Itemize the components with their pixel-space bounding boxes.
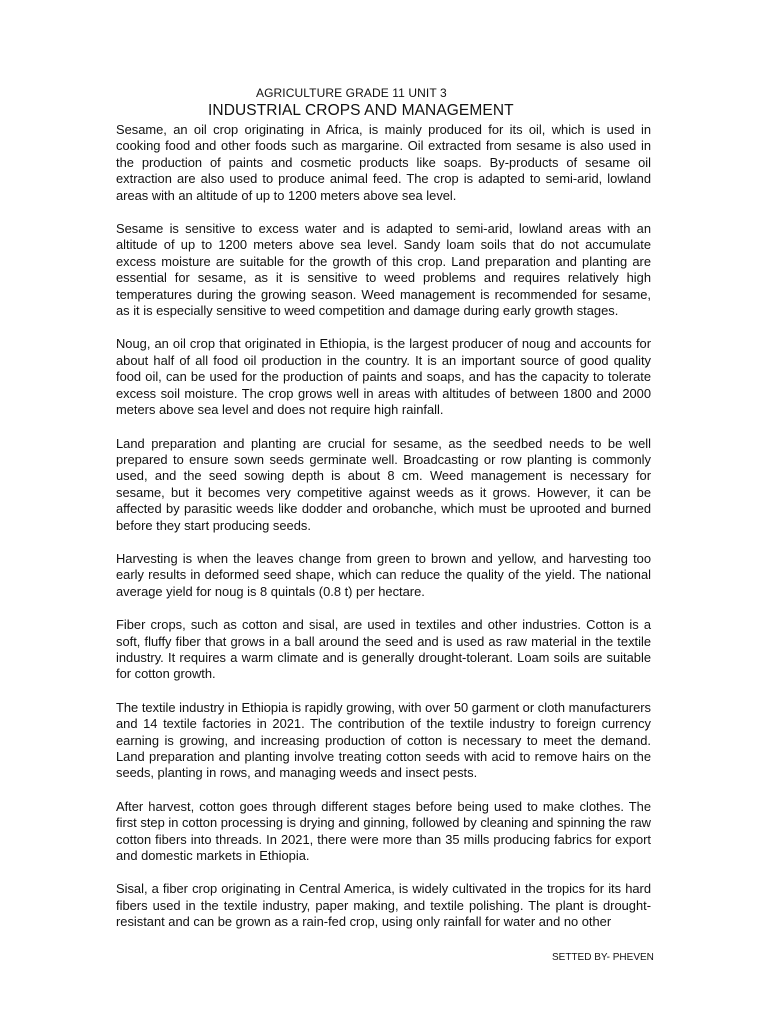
paragraph-harvesting: Harvesting is when the leaves change from green to brown and yellow, and harvesting too early results in deformed seed shape, which can reduce the quality of the yield. The national average yield for noug is 8 quintals (0.8 t) per hectare.	[116, 550, 651, 599]
document-footer: SETTED BY- PHEVEN	[552, 952, 654, 963]
document-title: INDUSTRIAL CROPS AND MANAGEMENT	[208, 102, 514, 119]
paragraph-textile-industry: The textile industry in Ethiopia is rapidly growing, with over 50 garment or cloth manufacturers and 14 textile factories in 2021. The contribution of the textile industry to foreign currency earning is growing, and increasing production of cotton is necessary to meet the demand. Land preparation and planting involve treating cotton seeds with acid to remove hairs on the seeds, planting in rows, and managing weeds and insect pests.	[116, 699, 651, 781]
paragraph-cotton-processing: After harvest, cotton goes through different stages before being used to make clothes. The first step in cotton processing is drying and ginning, followed by cleaning and spinning the raw cotton fibers into threads. In 2021, there were more than 35 mills producing fabrics for export and domestic markets in Ethiopia.	[116, 798, 651, 864]
paragraph-sisal: Sisal, a fiber crop originating in Central America, is widely cultivated in the tropics for its hard fibers used in the textile industry, paper making, and textile polishing. The plant is drought-resistant and can be grown as a rain-fed crop, using only rainfall for water and no other	[116, 881, 651, 930]
paragraph-sesame-intro: Sesame, an oil crop originating in Africa, is mainly produced for its oil, which is used in cooking food and other foods such as margarine. Oil extracted from sesame is also used in the production of paints and cosmetic products like soaps. By-products of sesame oil extraction are also used to produce animal feed. The crop is adapted to semi-arid, lowland areas with an altitude of up to 1200 meters above sea level.	[116, 122, 651, 203]
paragraph-land-preparation: Land preparation and planting are crucial for sesame, as the seedbed needs to be well prepared to ensure sown seeds germinate well. Broadcasting or row planting is commonly used, and the seed sowing depth is about 8 cm. Weed management is necessary for sesame, but it becomes very competitive against weeds as it grows. However, it can be affected by parasitic weeds like dodder and orobanche, which must be uprooted and burned before they start producing seeds.	[116, 435, 651, 533]
paragraph-fiber-crops: Fiber crops, such as cotton and sisal, are used in textiles and other industries. Cotton is a soft, fluffy fiber that grows in a ball around the seed and is used as raw material in the textile industry. It requires a warm climate and is generally drought-tolerant. Loam soils are suitable for cotton growth.	[116, 617, 651, 682]
document-body	[116, 122, 651, 948]
paragraph-sesame-conditions: Sesame is sensitive to excess water and is adapted to semi-arid, lowland areas with an altitude of up to 1200 meters above sea level. Sandy loam soils that do not accumulate excess moisture are suitable for the growth of this crop. Land preparation and planting are essential for sesame, as it is sensitive to weed problems and requires relatively high temperatures during the growing season. Weed management is recommended for sesame, as it is especially sensitive to weed competition and damage during early growth stages.	[116, 221, 651, 319]
paragraph-noug-intro: Noug, an oil crop that originated in Ethiopia, is the largest producer of noug and accounts for about half of all food oil production in the country. It is an important source of good quality food oil, can be used for the production of paints and soaps, and has the capacity to tolerate excess soil moisture. The crop grows well in areas with altitudes of between 1800 and 2000 meters above sea level and does not require high rainfall.	[116, 336, 651, 418]
document-header: AGRICULTURE GRADE 11 UNIT 3	[256, 86, 447, 100]
